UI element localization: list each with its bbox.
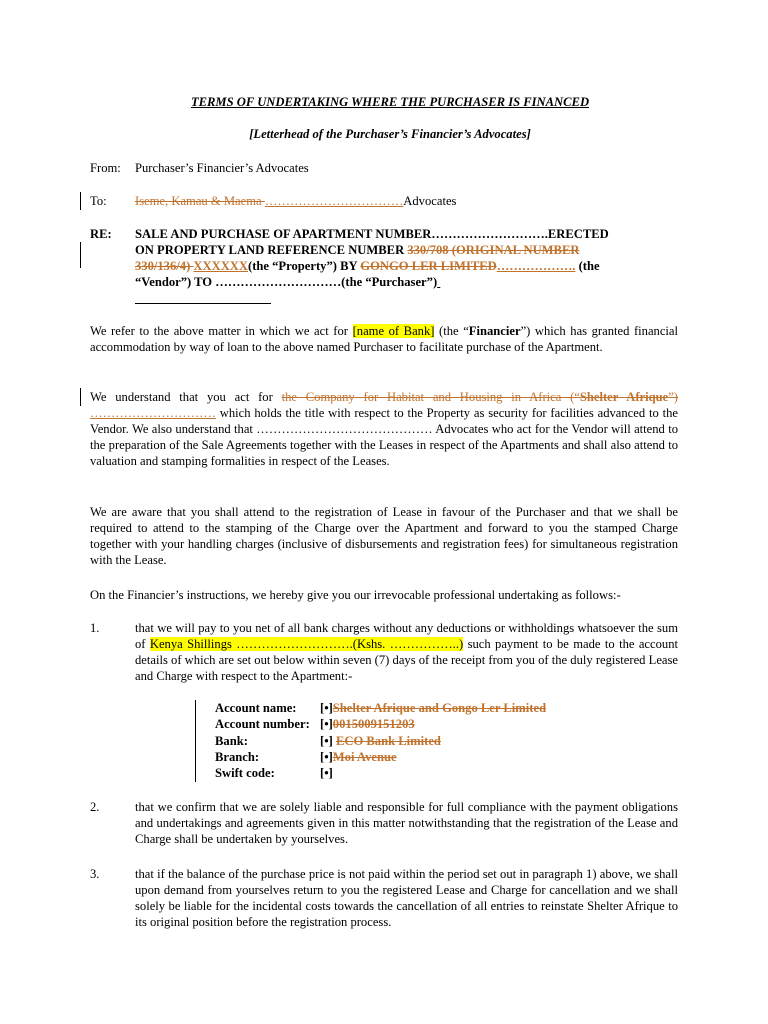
to-dots: …………………………… bbox=[264, 194, 404, 208]
revision-bar bbox=[195, 700, 196, 782]
revision-bar bbox=[80, 192, 81, 210]
re-line-4: “Vendor”) TO …………………………(the “Purchaser”) bbox=[135, 275, 438, 289]
revision-bar bbox=[80, 388, 81, 406]
re-underline bbox=[135, 303, 271, 304]
revision-bar bbox=[80, 242, 81, 268]
paragraph-vendor-advocates: We understand that you act for the Company for Habitat and Housing in Africa (“Shelter Afrique”) ………………………… which holds the title with respect to the Property as security for facilities advanced to the Vendor. We also understand that …………………………………… Advocates who act for the Vendor will attend to the preparation of the Sale Agreements together with the Leases in respect of the Apartments and shall also attend to valuation and stamping formalities in respect of the Leases. bbox=[90, 390, 678, 468]
branch-row: Branch: [•]Moi Avenue bbox=[215, 750, 397, 764]
to-label: To: bbox=[90, 194, 107, 208]
paragraph-financier: We refer to the above matter in which we act for [name of Bank] (the “Financier”) which has granted financial accommodation by way of loan to the above named Purchaser to facilitate purchase of the Apartment. bbox=[90, 324, 679, 354]
item-1-number: 1. bbox=[90, 621, 100, 635]
swift-code-row: Swift code: [•] bbox=[215, 766, 333, 780]
re-line-1: SALE AND PURCHASE OF APARTMENT NUMBER……………………….ERECTED bbox=[135, 227, 609, 241]
bank-row: Bank: [•] ECO Bank Limited bbox=[215, 734, 441, 748]
item-3-text: that if the balance of the purchase price is not paid within the period set out in paragraph 1) above, we shall upon demand from yourselves return to you the registered Lease and Charge for cancellation and we shall solely be liable for the incidental costs towards the cancellation of all entries to reinstate Shelter Afrique to its original position before the registration process. bbox=[135, 867, 678, 929]
account-name-row: Account name: [•]Shelter Afrique and Gongo Ler Limited bbox=[215, 701, 547, 715]
document-title: TERMS OF UNDERTAKING WHERE THE PURCHASER IS FINANCED bbox=[190, 95, 590, 109]
to-suffix: Advocates bbox=[403, 194, 457, 208]
re-line-3: 330/136/4) XXXXXX(the “Property”) BY GONGO LER LIMITED………………. (the bbox=[135, 259, 600, 273]
letterhead-placeholder: [Letterhead of the Purchaser’s Financier’s Advocates] bbox=[249, 127, 531, 141]
item-2-text: that we confirm that we are solely liable and responsible for full compliance with the payment obligations and undertakings and agreements given in this matter notwithstanding that the registration of the Lease and Charge shall be undertaken by yourselves. bbox=[135, 800, 678, 846]
from-value: Purchaser’s Financier’s Advocates bbox=[135, 161, 309, 175]
item-2-number: 2. bbox=[90, 800, 100, 814]
re-label: RE: bbox=[90, 227, 112, 241]
from-label: From: bbox=[90, 161, 121, 175]
item-1-text: that we will pay to you net of all bank charges without any deductions or withholdings whatsoever the sum of Kenya Shillings ……………………….(Kshs. ……………..) such payment to be made to the account details of which are set out below within seven (7) days of the receipt from you of the duly registered Lease and Charge with respect to the Apartment:- bbox=[135, 621, 679, 683]
re-line-2: ON PROPERTY LAND REFERENCE NUMBER 330/708 (ORIGINAL NUMBER bbox=[135, 243, 580, 257]
item-3-number: 3. bbox=[90, 867, 100, 881]
paragraph-undertaking-intro: On the Financier’s instructions, we hereby give you our irrevocable professional undertaking as follows:- bbox=[90, 588, 621, 602]
to-deleted-text: Iseme, Kamau & Maema bbox=[135, 194, 265, 208]
account-number-row: Account number: [•]0015009151203 bbox=[215, 717, 415, 731]
to-value bbox=[135, 193, 456, 209]
paragraph-registration: We are aware that you shall attend to the registration of Lease in favour of the Purchaser and that we shall be required to attend to the stamping of the Charge over the Apartment and forward to you the stamped Charge together with your handling charges (inclusive of disbursements and registration fees) for simultaneous registration with the Lease. bbox=[90, 505, 678, 567]
